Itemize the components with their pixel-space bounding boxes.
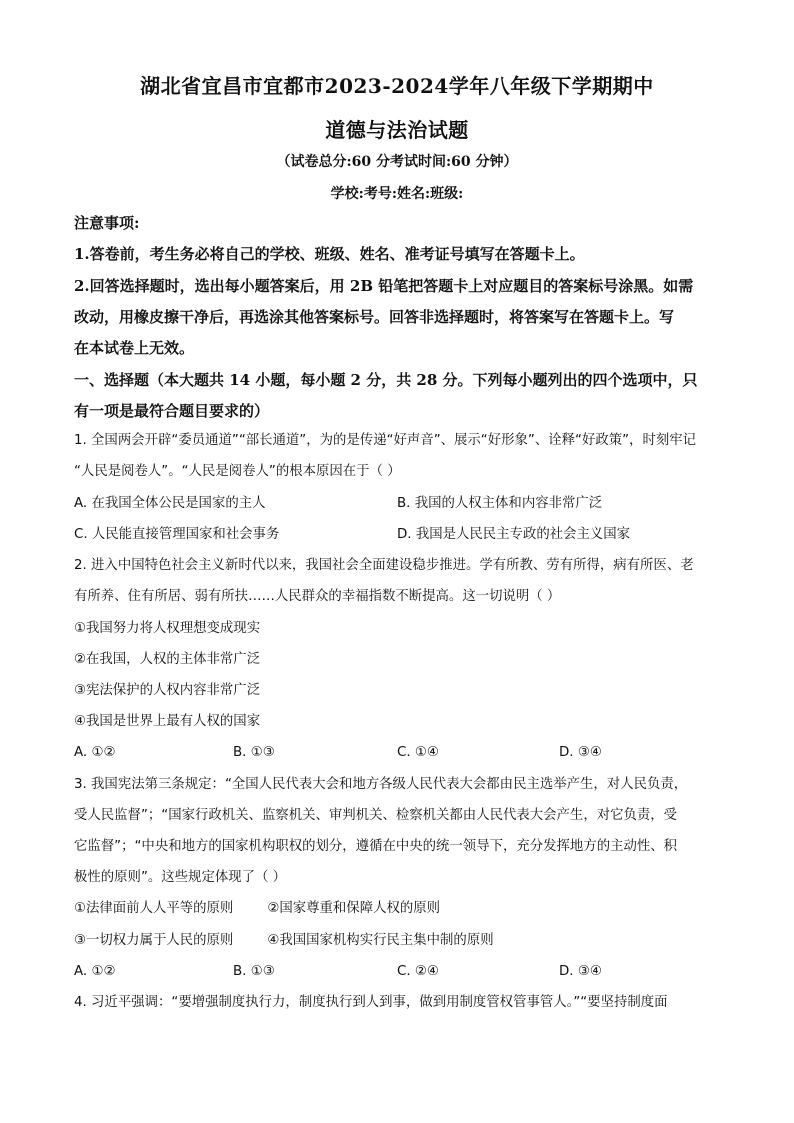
question-1-line1: 1. 全国两会开辟“委员通道”“部长通道”，为的是传递“好声音”、展示“好形象”、诠释“好政策”，时刻牢记 bbox=[74, 433, 697, 448]
question-2-option-a: A. ①② bbox=[74, 745, 116, 760]
question-1-option-a: A. 在我国全体公民是国家的主人 bbox=[74, 496, 266, 511]
question-1-line2: “人民是阅卷人”。“人民是阅卷人”的根本原因在于（ ） bbox=[74, 464, 401, 479]
question-2-option-b: B. ①③ bbox=[233, 745, 275, 760]
question-3-option-d: D. ③④ bbox=[559, 964, 602, 979]
section-heading-line2: 有一项是最符合题目要求的） bbox=[74, 402, 270, 420]
notes-item-2-line1: 2.回答选择题时，选出每小题答案后，用 2B 铅笔把答题卡上对应题目的答案标号涂黑。如需 bbox=[74, 277, 694, 295]
notes-heading: 注意事项: bbox=[74, 214, 140, 232]
question-2-statement-2: ②在我国，人权的主体非常广泛 bbox=[74, 652, 261, 667]
question-2-line1: 2. 进入中国特色社会主义新时代以来，我国社会全面建设稳步推进。学有所教、劳有所得，病有所医、老 bbox=[74, 558, 694, 573]
question-2-option-c: C. ①④ bbox=[397, 745, 439, 760]
question-1-option-b: B. 我国的人权主体和内容非常广泛 bbox=[397, 496, 603, 511]
question-1-option-c: C. 人民能直接管理国家和社会事务 bbox=[74, 527, 280, 542]
school-info-line: 学校:考号:姓名:班级: bbox=[330, 186, 464, 202]
question-3-line1: 3. 我国宪法第三条规定：“全国人民代表大会和地方各级人民代表大会都由民主选举产生，对人民负责， bbox=[74, 777, 688, 792]
exam-title-line1: 湖北省宜昌市宜都市2023-2024学年八年级下学期期中 bbox=[140, 74, 654, 98]
question-1-option-d: D. 我国是人民民主专政的社会主义国家 bbox=[397, 527, 631, 542]
question-3-option-a: A. ①② bbox=[74, 964, 116, 979]
question-3-option-b: B. ①③ bbox=[233, 964, 275, 979]
question-3-line4: 极性的原则”。这些规定体现了（ ） bbox=[74, 870, 287, 885]
notes-item-2-line2: 改动，用橡皮擦干净后，再选涂其他答案标号。回答非选择题时，将答案写在答题卡上。写 bbox=[74, 308, 675, 326]
question-2-statement-4: ④我国是世界上最有人权的国家 bbox=[74, 714, 261, 729]
notes-item-1: 1.答卷前，考生务必将自己的学校、班级、姓名、准考证号填写在答题卡上。 bbox=[74, 245, 585, 263]
question-2-statement-3: ③宪法保护的人权内容非常广泛 bbox=[74, 683, 261, 698]
notes-item-2-line3: 在本试卷上无效。 bbox=[74, 339, 195, 357]
question-2-line2: 有所养、住有所居、弱有所扶……人民群众的幸福指数不断提高。这一切说明（ ） bbox=[74, 589, 561, 604]
question-3-statements-3-4: ③一切权力属于人民的原则 ④我国国家机构实行民主集中制的原则 bbox=[74, 933, 494, 948]
exam-title-line2: 道德与法治试题 bbox=[325, 118, 469, 142]
question-3-line3: 它监督”；“中央和地方的国家机构职权的划分，遵循在中央的统一领导下，充分发挥地方的主动性、积 bbox=[74, 839, 678, 854]
question-3-statements-1-2: ①法律面前人人平等的原则 ②国家尊重和保障人权的原则 bbox=[74, 901, 441, 916]
question-3-option-c: C. ②④ bbox=[397, 964, 439, 979]
question-4-line1: 4. 习近平强调：“要增强制度执行力，制度执行到人到事，做到用制度管权管事管人。”“要坚持制度面 bbox=[74, 995, 668, 1010]
exam-subtitle: （试卷总分:60 分考试时间:60 分钟） bbox=[276, 154, 518, 170]
section-heading-line1: 一、选择题（本大题共 14 小题，每小题 2 分，共 28 分。下列每小题列出的四个选项中，只 bbox=[74, 371, 698, 389]
question-2-statement-1: ①我国努力将人权理想变成现实 bbox=[74, 621, 261, 636]
question-3-line2: 受人民监督”；“国家行政机关、监察机关、审判机关、检察机关都由人民代表大会产生，对它负责，受 bbox=[74, 808, 678, 823]
question-2-option-d: D. ③④ bbox=[559, 745, 602, 760]
